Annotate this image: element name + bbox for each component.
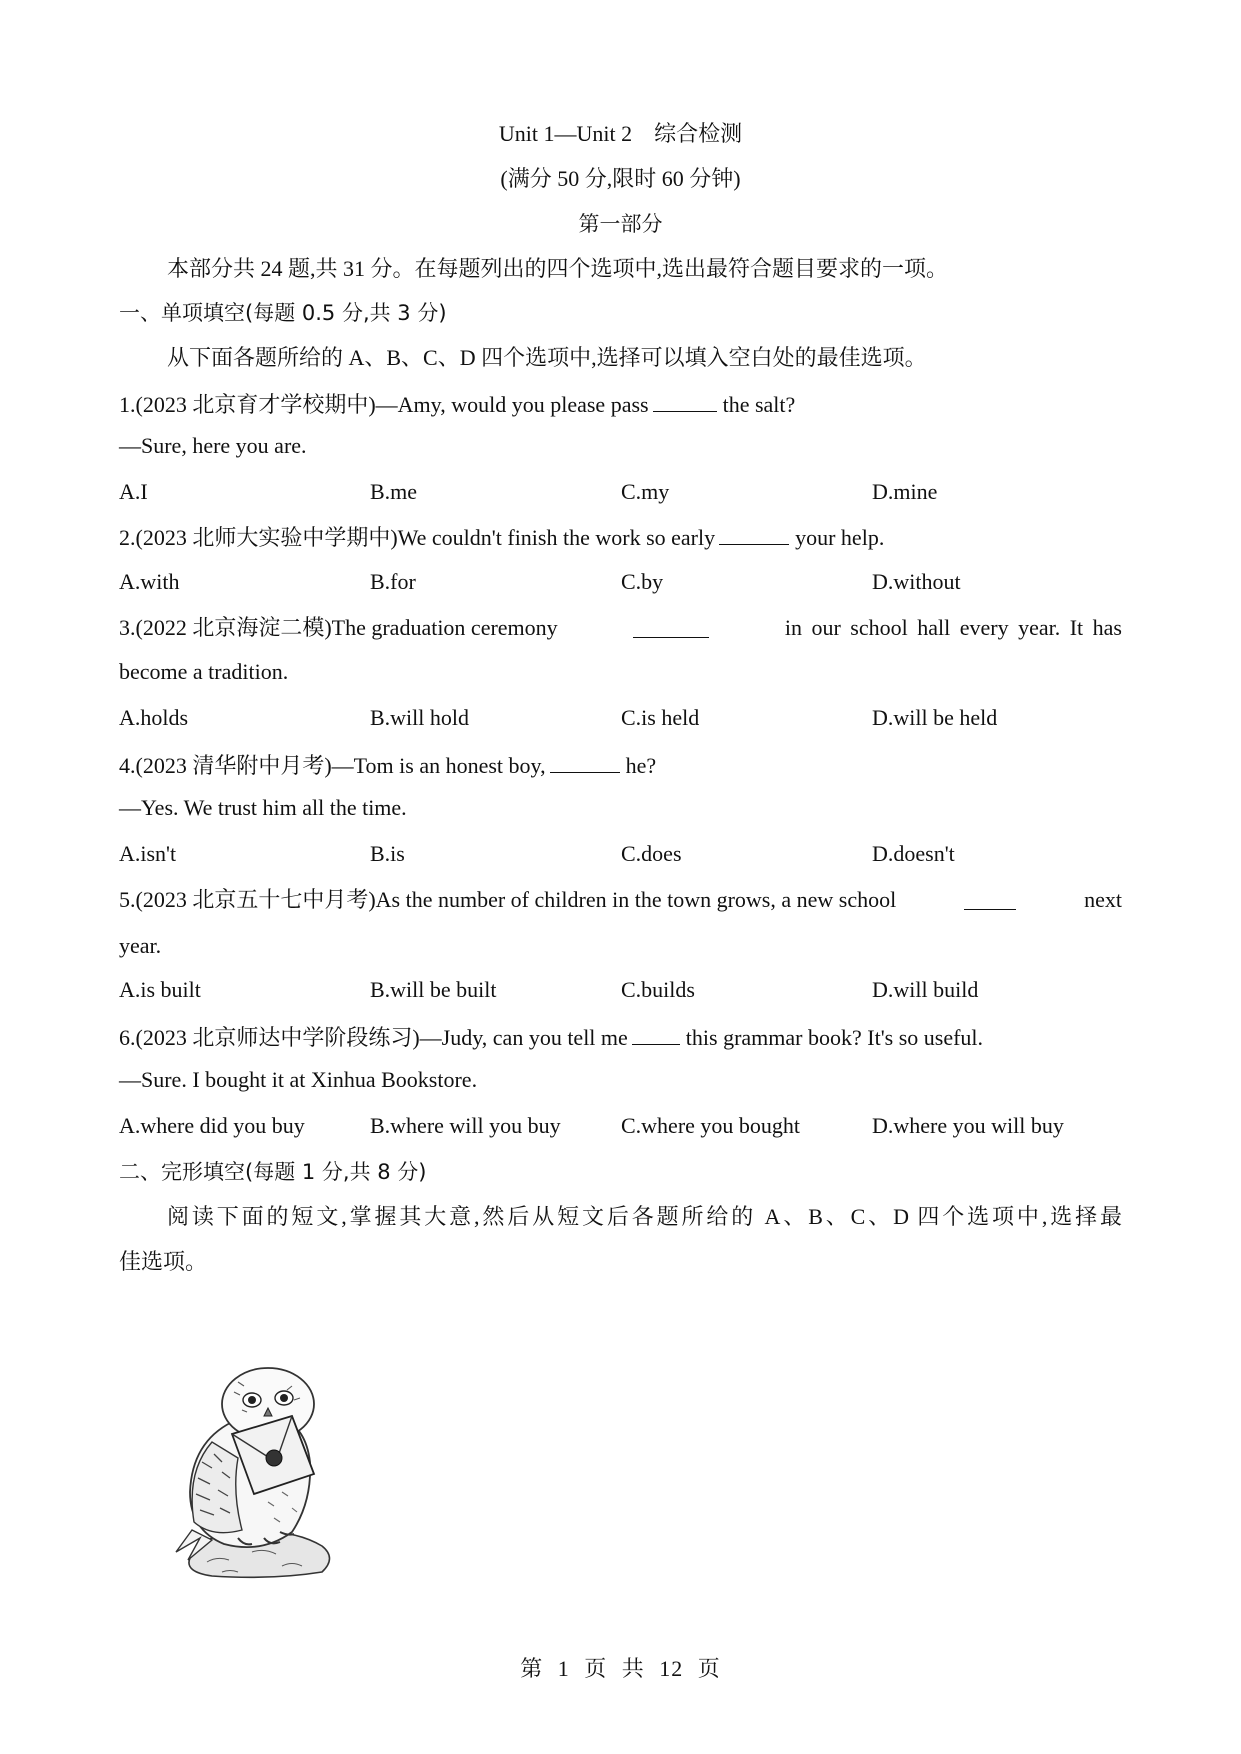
question-4-reply: —Yes. We trust him all the time. (119, 795, 407, 820)
question-1-stem: 1.(2023 北京育才学校期中)—Amy, would you please pass (119, 392, 649, 417)
option-b: B.where will you buy (370, 1113, 561, 1138)
option-b: B.is (370, 841, 405, 866)
option-d: D.doesn't (872, 841, 955, 866)
option-d: D.will build (872, 977, 979, 1002)
question-6-stem-end: this grammar book? It's so useful. (685, 1025, 984, 1050)
option-a: A.I (119, 479, 148, 504)
question-4-stem: 4.(2023 清华附中月考)—Tom is an honest boy, (119, 753, 546, 778)
option-d: D.without (872, 569, 961, 594)
question-1-reply: —Sure, here you are. (119, 433, 307, 458)
question-6-stem: 6.(2023 北京师达中学阶段练习)—Judy, can you tell me (119, 1025, 628, 1050)
question-5-stem: 5.(2023 北京五十七中月考)As the number of children in the town grows, a new school (119, 887, 897, 912)
page-subtitle: (满分 50 分,限时 60 分钟) (500, 166, 741, 191)
question-3-stem-end: in our school hall every year. It has (784, 615, 1122, 640)
question-1-stem-end: the salt? (722, 392, 796, 417)
question-2 (119, 520, 1122, 552)
option-c: C.does (621, 841, 682, 866)
option-c: C.where you bought (621, 1113, 801, 1138)
question-5 (119, 884, 1122, 916)
answer-blank (964, 891, 1016, 910)
answer-blank (632, 1020, 680, 1045)
question-1 (119, 387, 1122, 419)
section1-instruction: 从下面各题所给的 A、B、C、D 四个选项中,选择可以填入空白处的最佳选项。 (167, 345, 927, 370)
option-a: A.holds (119, 705, 189, 730)
question-2-stem: 2.(2023 北师大实验中学期中)We couldn't finish the work so early (119, 525, 716, 550)
question-6-options (119, 1110, 1141, 1142)
option-b: B.for (370, 569, 416, 594)
question-6 (119, 1020, 1122, 1052)
section2-instruction-end: 佳选项。 (119, 1249, 208, 1274)
owl-with-letter-illustration (172, 1362, 342, 1580)
question-2-stem-end: your help. (795, 525, 885, 550)
option-c: C.builds (621, 977, 695, 1002)
question-1-options (119, 476, 1141, 508)
option-b: B.me (370, 479, 418, 504)
question-4 (119, 748, 1122, 780)
answer-blank (550, 748, 620, 773)
option-c: C.my (621, 479, 670, 504)
option-a: A.where did you buy (119, 1113, 305, 1138)
option-b: B.will hold (370, 705, 470, 730)
question-3 (119, 612, 1122, 644)
question-4-stem-end: he? (625, 753, 657, 778)
option-a: A.with (119, 569, 180, 594)
page-footer: 第 1 页 共 12 页 (520, 1656, 721, 1681)
answer-blank (653, 387, 717, 412)
option-a: A.is built (119, 977, 201, 1002)
page-title: Unit 1—Unit 2 综合检测 (498, 121, 743, 146)
question-5-stem-end: next (1084, 887, 1122, 912)
section2-heading: 二、完形填空(每题 1 分,共 8 分) (119, 1160, 427, 1184)
question-3-stem: 3.(2022 北京海淀二模)The graduation ceremony (119, 615, 558, 640)
section1-heading: 一、单项填空(每题 0.5 分,共 3 分) (119, 301, 447, 325)
question-3-continuation: become a tradition. (119, 659, 289, 684)
answer-blank (633, 619, 709, 638)
answer-blank (719, 520, 789, 545)
question-5-options (119, 974, 1141, 1006)
question-5-continuation: year. (119, 933, 162, 958)
option-c: C.is held (621, 705, 700, 730)
question-2-options (119, 566, 1141, 598)
option-d: D.mine (872, 479, 938, 504)
option-d: D.will be held (872, 705, 998, 730)
option-b: B.will be built (370, 977, 497, 1002)
question-6-reply: —Sure. I bought it at Xinhua Bookstore. (119, 1067, 478, 1092)
question-4-options (119, 838, 1141, 870)
part-intro: 本部分共 24 题,共 31 分。在每题列出的四个选项中,选出最符合题目要求的一项。 (167, 256, 949, 281)
section2-instruction: 阅读下面的短文,掌握其大意,然后从短文后各题所给的 A、B、C、D 四个选项中,选择最 (167, 1204, 1122, 1229)
option-a: A.isn't (119, 841, 177, 866)
question-3-options (119, 702, 1141, 734)
option-c: C.by (621, 569, 664, 594)
part-title: 第一部分 (578, 212, 663, 236)
option-d: D.where you will buy (872, 1113, 1064, 1138)
